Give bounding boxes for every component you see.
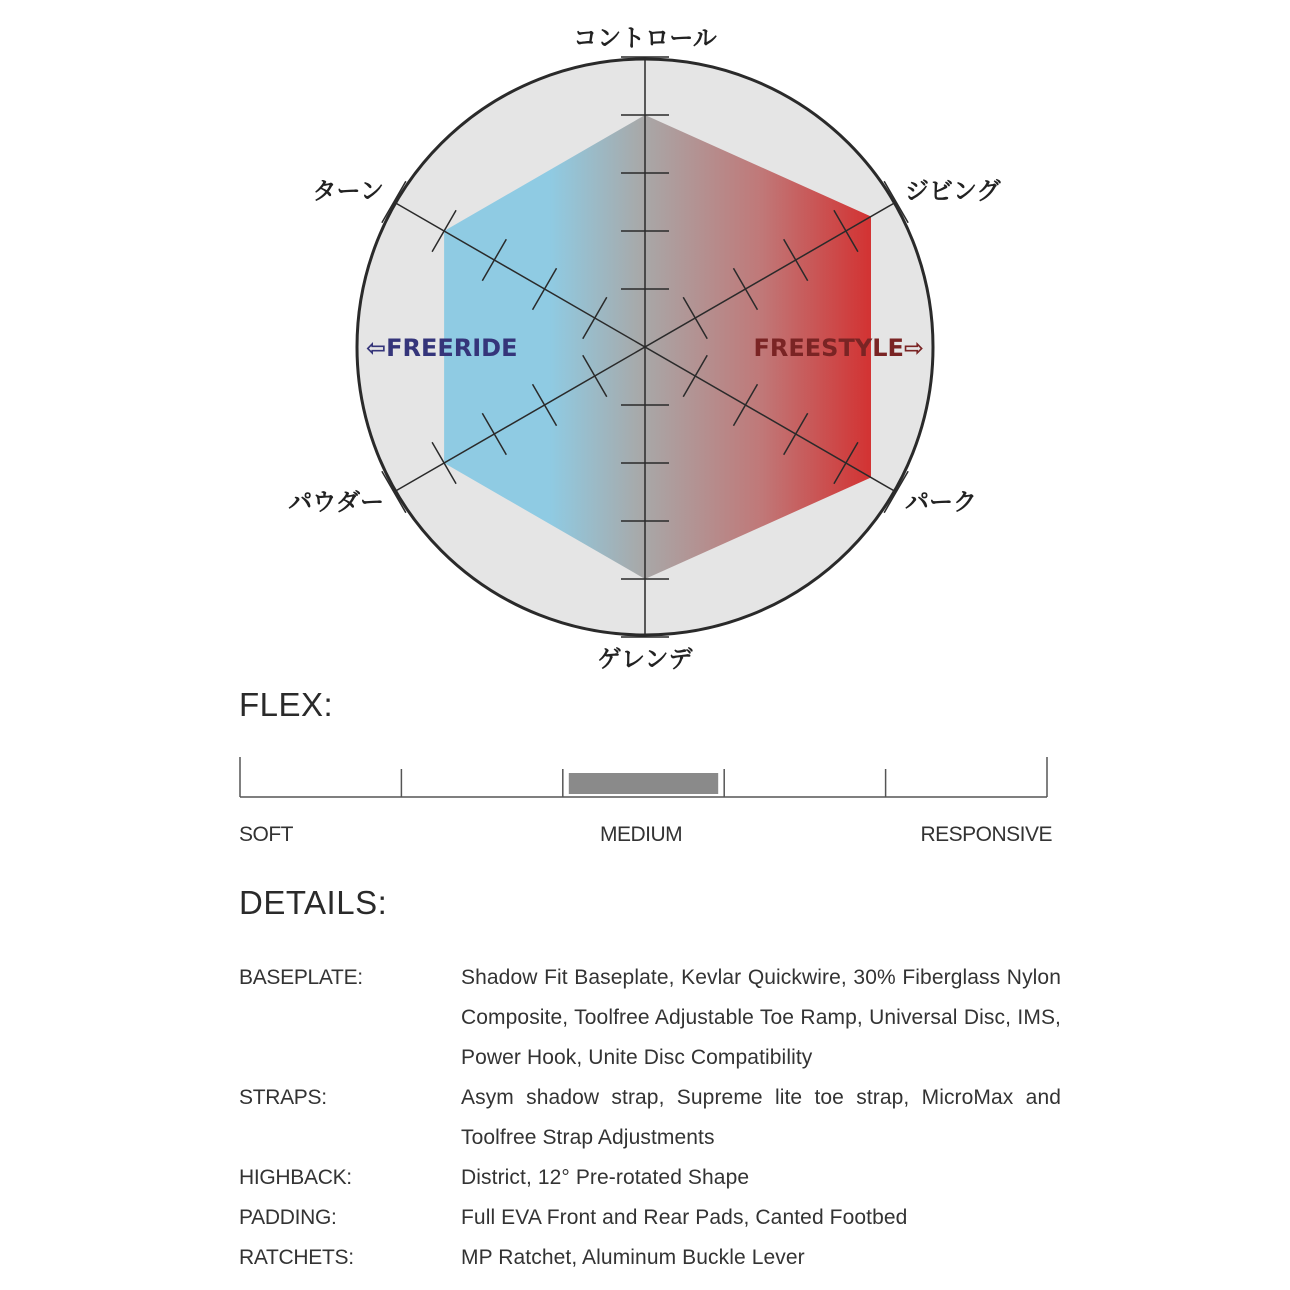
detail-key: HIGHBACK: — [239, 1166, 352, 1189]
flex-soft-label: SOFT — [239, 823, 293, 846]
detail-row-baseplate — [239, 958, 1069, 1078]
flex-medium-label: MEDIUM — [600, 823, 683, 846]
detail-row-padding — [239, 1198, 1069, 1238]
details-heading: DETAILS: — [239, 884, 388, 921]
flex-indicator-bar — [569, 773, 718, 794]
details-list — [239, 958, 1069, 1278]
flex-responsive-label: RESPONSIVE — [920, 823, 1052, 846]
flex-heading: FLEX: — [239, 686, 334, 723]
detail-row-straps — [239, 1078, 1069, 1158]
freeride-label: ⇦FREERIDE — [366, 334, 518, 362]
axis-label-turn: ターン — [312, 177, 384, 205]
freestyle-label: FREESTYLE⇨ — [753, 334, 924, 362]
axis-label-control: コントロール — [573, 24, 717, 52]
detail-value: District, 12° Pre-rotated Shape — [461, 1166, 750, 1189]
detail-value: MP Ratchet, Aluminum Buckle Lever — [461, 1246, 805, 1269]
axis-label-powder: パウダー — [288, 488, 384, 516]
detail-value: Asym shadow strap, Supreme lite toe strap, MicroMax and Toolfree Strap Adjustments — [461, 1086, 1061, 1149]
detail-value: Shadow Fit Baseplate, Kevlar Quickwire, 30% Fiberglass Nylon Composite, Toolfree Adjustable Toe Ramp, Universal Disc, IMS, Power Hook, Unite Disc Compatibility — [461, 966, 1061, 1069]
detail-row-highback — [239, 1158, 1069, 1198]
axis-label-park: パーク — [905, 488, 977, 516]
detail-key: STRAPS: — [239, 1086, 327, 1109]
axis-label-jibbing: ジビング — [905, 177, 1001, 205]
axis-label-groomer: ゲレンデ — [597, 645, 693, 673]
detail-row-ratchets — [239, 1238, 1069, 1278]
detail-value: Full EVA Front and Rear Pads, Canted Footbed — [461, 1206, 908, 1229]
detail-key: PADDING: — [239, 1206, 337, 1229]
detail-key: RATCHETS: — [239, 1246, 354, 1269]
detail-key: BASEPLATE: — [239, 966, 363, 989]
